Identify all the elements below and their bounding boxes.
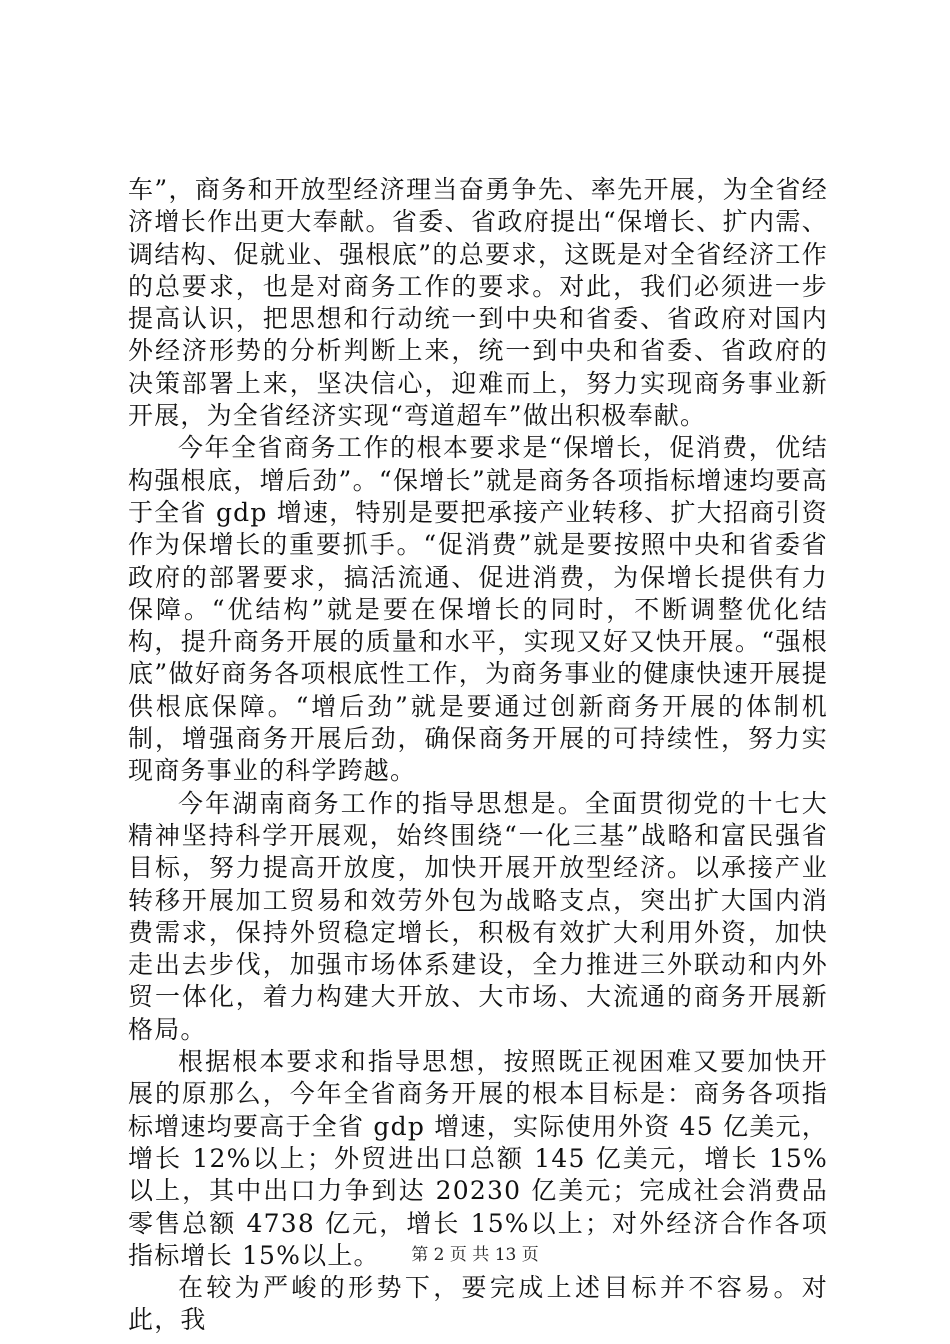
paragraph-guiding-ideology: 今年湖南商务工作的指导思想是。全面贯彻党的十七大精神坚持科学开展观，始终围绕“一化三基”战略和富民强省目标，努力提高开放度，加快开展开放型经济。以承接产业转移开展加工贸易和效劳外包为战略支点，突出扩大国内消费需求，保持外贸稳定增长，积极有效扩大利用外资，加快走出去步伐，加强市场体系建设，全力推进三外联动和内外贸一体化，着力构建大开放、大市场、大流通的商务开展新格局。 xyxy=(128,788,828,1044)
paragraph-continuation: 车”，商务和开放型经济理当奋勇争先、率先开展，为全省经济增长作出更大奉献。省委、省政府提出“保增长、扩内需、调结构、促就业、强根底”的总要求，这既是对全省经济工作的总要求，也是对商务工作的要求。对此，我们必须进一步提高认识，把思想和行动统一到中央和省委、省政府对国内外经济形势的分析判断上来，统一到中央和省委、省政府的决策部署上来，坚决信心，迎难而上，努力实现商务事业新开展，为全省经济实现“弯道超车”做出积极奉献。 xyxy=(128,175,828,431)
paragraph-basic-targets: 根据根本要求和指导思想，按照既正视困难又要加快开展的原那么，今年全省商务开展的根本目标是：商务各项指标增速均要高于全省 gdp 增速，实际使用外资 45 亿美元，增长 12%以上；外贸进出口总额 145 亿美元，增长 15%以上，其中出口力争到达 20230 亿美元；完成社会消费品零售总额 4738 亿元，增长 15%以上；对外经济合作各项指标增长 15%以上。 xyxy=(128,1047,828,1270)
paragraph-severe-situation: 在较为严峻的形势下，要完成上述目标并不容易。对此，我 xyxy=(128,1273,828,1335)
document-body xyxy=(128,174,828,1337)
page-number-footer: 第 2 页 共 13 页 xyxy=(411,1245,539,1265)
paragraph-basic-requirements: 今年全省商务工作的根本要求是“保增长，促消费，优结构强根底，增后劲”。“保增长”就是商务各项指标增速均要高于全省 gdp 增速，特别是要把承接产业转移、扩大招商引资作为保增长的重要抓手。“促消费”就是要按照中央和省委省政府的部署要求，搞活流通、促进消费，为保增长提供有力保障。“优结构”就是要在保增长的同时，不断调整优化结构，提升商务开展的质量和水平，实现又好又快开展。“强根底”做好商务各项根底性工作，为商务事业的健康快速开展提供根底保障。“增后劲”就是要通过创新商务开展的体制机制，增强商务开展后劲，确保商务开展的可持续性，努力实现商务事业的科学跨越。 xyxy=(128,433,828,786)
